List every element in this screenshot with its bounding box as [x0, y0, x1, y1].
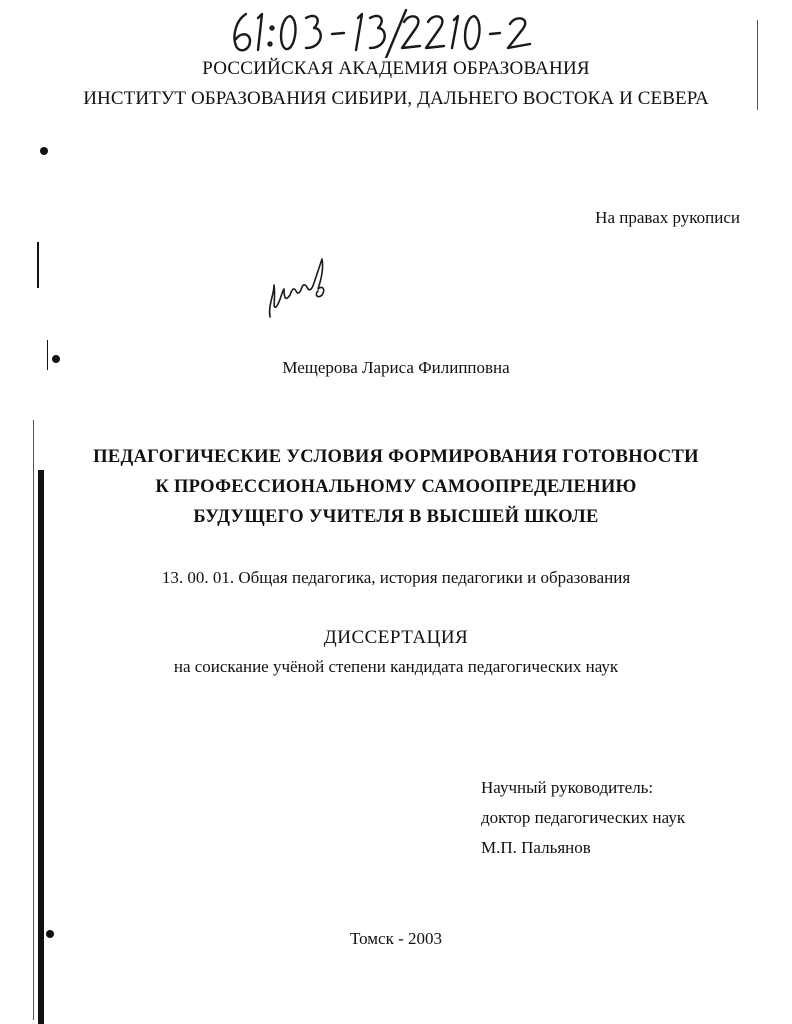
degree-statement: на соискание учёной степени кандидата педагогических наук: [173, 657, 619, 676]
scan-edge-line: [33, 420, 34, 1020]
title-line-3: БУДУЩЕГО УЧИТЕЛЯ В ВЫСШЕЙ ШКОЛЕ: [193, 507, 599, 527]
city-year: Томск - 2003: [349, 929, 442, 948]
advisor-name: М.П. Пальянов: [481, 838, 591, 857]
scan-dot-mark: [46, 930, 54, 938]
document-type: ДИССЕРТАЦИЯ: [323, 627, 469, 648]
institute-name: ИНСТИТУТ ОБРАЗОВАНИЯ СИБИРИ, ДАЛЬНЕГО ВОСТОКА И СЕВЕРА: [83, 88, 709, 109]
author-name: Мещерова Лариса Филипповна: [282, 358, 510, 377]
archive-code-handwritten: [228, 6, 548, 58]
scan-binding-shadow: [38, 470, 44, 1024]
title-line-2: К ПРОФЕССИОНАЛЬНОМУ САМООПРЕДЕЛЕНИЮ: [155, 477, 637, 497]
scan-edge-line-right: [757, 20, 758, 110]
scan-dot-mark: [52, 355, 60, 363]
signature-icon: [262, 255, 342, 330]
organization-name: РОССИЙСКАЯ АКАДЕМИЯ ОБРАЗОВАНИЯ: [202, 58, 590, 79]
title-line-1: ПЕДАГОГИЧЕСКИЕ УСЛОВИЯ ФОРМИРОВАНИЯ ГОТОВНОСТИ: [93, 447, 699, 467]
scan-dot-mark: [40, 147, 48, 155]
scan-edge-mark: [37, 242, 39, 288]
scan-edge-mark: [47, 340, 48, 370]
rights-note: На правах рукописи: [595, 208, 740, 227]
advisor-label: Научный руководитель:: [481, 778, 654, 797]
archive-code-drawing: [228, 6, 548, 58]
specialty-code: 13. 00. 01. Общая педагогика, история педагогики и образования: [161, 568, 631, 587]
advisor-degree: доктор педагогических наук: [481, 808, 686, 827]
